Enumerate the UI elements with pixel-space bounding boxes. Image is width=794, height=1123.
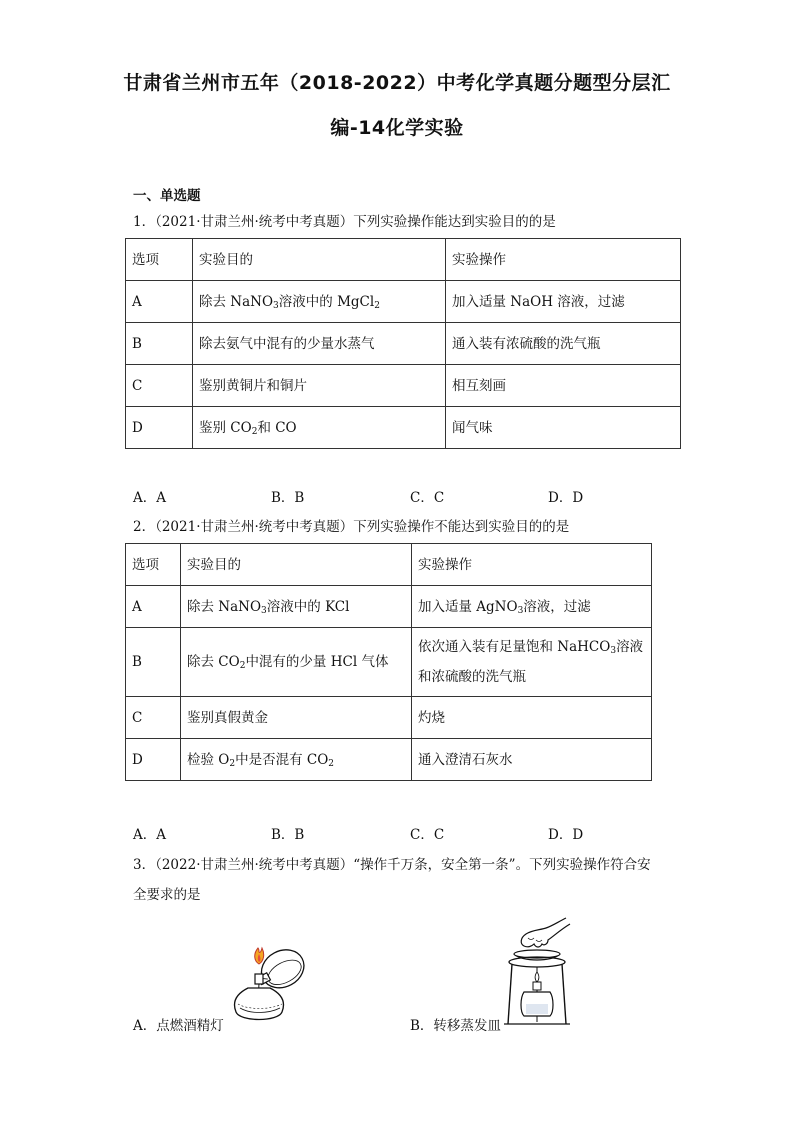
table-row	[126, 323, 681, 365]
table-header-cell: 实验目的	[181, 544, 412, 586]
q2-choice-d[interactable]: D．D	[548, 827, 584, 843]
table-header-cell: 实验目的	[193, 239, 446, 281]
table-cell-purpose: 鉴别 $CO_2$和 CO	[193, 407, 446, 449]
table-cell-action: 通入装有浓硫酸的洗气瓶	[446, 323, 681, 365]
table-cell-action: 加入适量 NaOH 溶液，过滤	[446, 281, 681, 323]
table-cell-action: 灼烧	[412, 697, 652, 739]
table-row	[126, 407, 681, 449]
q3-stem-line2: 全要求的是	[133, 887, 201, 903]
table-row	[126, 281, 681, 323]
table-cell-purpose: 除去 $CO_2$中混有的少量 HCl 气体	[181, 628, 412, 697]
q1-choice-b[interactable]: B．B	[271, 490, 305, 506]
q3-stem-line1: 3．（2022·甘肃兰州·统考中考真题）“操作千万条，安全第一条”。下列实验操作符合安	[133, 857, 651, 873]
q2-choices	[133, 823, 693, 843]
page-title-line2: 编-14化学实验	[330, 117, 464, 139]
table-row	[126, 239, 681, 281]
q3-choice-a[interactable]: A．点燃酒精灯	[133, 1018, 224, 1034]
table-cell-option: D	[126, 407, 193, 449]
table-cell-action: 相互刻画	[446, 365, 681, 407]
q2-choice-a[interactable]: A．A	[133, 827, 166, 843]
table-cell-option: D	[126, 739, 181, 781]
table-cell-option: C	[126, 365, 193, 407]
table-row	[126, 586, 652, 628]
table-header-cell: 选项	[126, 544, 181, 586]
table-cell-option: B	[126, 628, 181, 697]
table-row	[126, 697, 652, 739]
alcohol-lamp-lighting-figure	[228, 936, 312, 1030]
table-cell-action: 闻气味	[446, 407, 681, 449]
page-title-line1: 甘肃省兰州市五年（2018-2022）中考化学真题分题型分层汇	[123, 72, 671, 94]
table-cell-purpose: 除去 NaNO$_3$溶液中的 MgCl$_2$	[193, 281, 446, 323]
section-heading: 一、单选题	[133, 188, 201, 204]
table-cell-option: A	[126, 586, 181, 628]
table-cell-purpose: 检验 $O_2$中是否混有 $CO_2$	[181, 739, 412, 781]
q1-choice-d[interactable]: D．D	[548, 490, 584, 506]
table-row	[126, 628, 652, 697]
table-header-cell: 实验操作	[412, 544, 652, 586]
table-row	[126, 739, 652, 781]
table-cell-option: C	[126, 697, 181, 739]
q2-choice-c[interactable]: C．C	[410, 827, 445, 843]
table-header-cell: 实验操作	[446, 239, 681, 281]
table-cell-action: 加入适量 AgNO$_3$溶液，过滤	[412, 586, 652, 628]
table-cell-option: A	[126, 281, 193, 323]
table-header-cell: 选项	[126, 239, 193, 281]
table-cell-purpose: 鉴别黄铜片和铜片	[193, 365, 446, 407]
table-cell-action: 通入澄清石灰水	[412, 739, 652, 781]
q2-table	[125, 543, 652, 781]
table-row	[126, 544, 652, 586]
table-cell-purpose: 除去 NaNO$_3$溶液中的 KCl	[181, 586, 412, 628]
evaporating-dish-hand-figure	[500, 912, 580, 1032]
q3-choice-b[interactable]: B．转移蒸发皿	[410, 1018, 501, 1034]
q2-choice-b[interactable]: B．B	[271, 827, 305, 843]
q2-stem: 2．（2021·甘肃兰州·统考中考真题）下列实验操作不能达到实验目的的是	[133, 519, 570, 535]
q1-choices	[133, 486, 693, 506]
q1-choice-c[interactable]: C．C	[410, 490, 445, 506]
table-cell-option: B	[126, 323, 193, 365]
q1-stem: 1．（2021·甘肃兰州·统考中考真题）下列实验操作能达到实验目的的是	[133, 214, 556, 230]
q1-table	[125, 238, 681, 449]
table-cell-purpose: 鉴别真假黄金	[181, 697, 412, 739]
q1-choice-a[interactable]: A．A	[133, 490, 166, 506]
table-cell-action: 依次通入装有足量饱和 NaHCO$_3$溶液 和浓硫酸的洗气瓶	[412, 628, 652, 697]
table-row	[126, 365, 681, 407]
table-cell-purpose: 除去氨气中混有的少量水蒸气	[193, 323, 446, 365]
